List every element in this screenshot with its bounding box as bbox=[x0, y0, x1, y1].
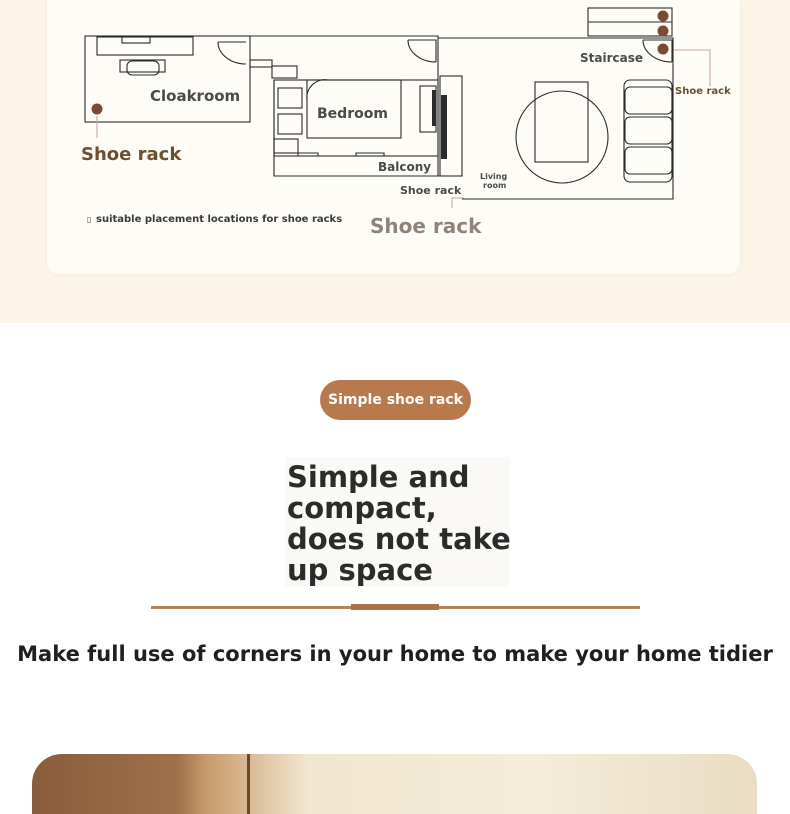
marker-staircase-3 bbox=[658, 44, 669, 55]
room-label-balcony: Balcony bbox=[378, 160, 432, 174]
cloakroom-stool bbox=[127, 61, 159, 75]
shoe-rack-label-large: Shoe rack bbox=[370, 214, 482, 238]
bedroom-door bbox=[408, 40, 436, 62]
legend-marker: ▯ bbox=[87, 215, 92, 224]
room-label-living-line2: room bbox=[483, 181, 507, 190]
room-label-staircase: Staircase bbox=[580, 51, 643, 65]
section-headline: Simple and compact, does not take up space bbox=[287, 460, 511, 587]
product-photo bbox=[32, 754, 757, 814]
cloakroom-outline bbox=[85, 36, 250, 122]
shoe-rack-label-cloakroom: Shoe rack bbox=[81, 144, 182, 165]
hall-connector bbox=[250, 60, 272, 67]
entry-shoe-rack-bar bbox=[441, 95, 447, 159]
floor-plan-diagram bbox=[0, 0, 790, 300]
cloakroom-cabinet bbox=[97, 37, 193, 55]
room-label-bedroom: Bedroom bbox=[317, 106, 388, 122]
room-label-cloakroom: Cloakroom bbox=[150, 87, 241, 105]
wardrobe-top bbox=[278, 88, 302, 108]
photo-door-edge bbox=[247, 754, 250, 814]
sofa-frame bbox=[624, 80, 672, 182]
divider-accent bbox=[351, 604, 439, 610]
bedroom-door-inner bbox=[307, 80, 328, 100]
marker-staircase-2 bbox=[658, 26, 669, 37]
section-pill: Simple shoe rack bbox=[320, 380, 471, 420]
room-label-living-line1: Living bbox=[480, 172, 508, 181]
coffee-table bbox=[535, 82, 588, 162]
sofa-seat-3 bbox=[625, 147, 672, 174]
marker-staircase-1 bbox=[658, 11, 669, 22]
legend-text: suitable placement locations for shoe racks bbox=[96, 214, 343, 225]
shoe-rack-label-staircase: Shoe rack bbox=[675, 86, 731, 97]
leader-staircase bbox=[674, 50, 710, 86]
section-subline: Make full use of corners in your home to make your home tidier bbox=[17, 642, 773, 666]
sofa-seat-1 bbox=[625, 87, 672, 114]
shoe-rack-label-entry: Shoe rack bbox=[400, 184, 462, 197]
cloakroom-door bbox=[218, 42, 246, 64]
bedroom-desk-bar bbox=[432, 90, 436, 126]
balcony-outline bbox=[274, 153, 438, 156]
cloakroom-cabinet-inner bbox=[122, 37, 150, 43]
marker-cloakroom bbox=[92, 104, 103, 115]
sofa-seat-2 bbox=[625, 117, 672, 144]
wardrobe-bottom bbox=[278, 114, 302, 134]
living-room-rug bbox=[516, 91, 608, 183]
nightstand bbox=[274, 139, 298, 153]
hall-closet bbox=[272, 66, 297, 78]
